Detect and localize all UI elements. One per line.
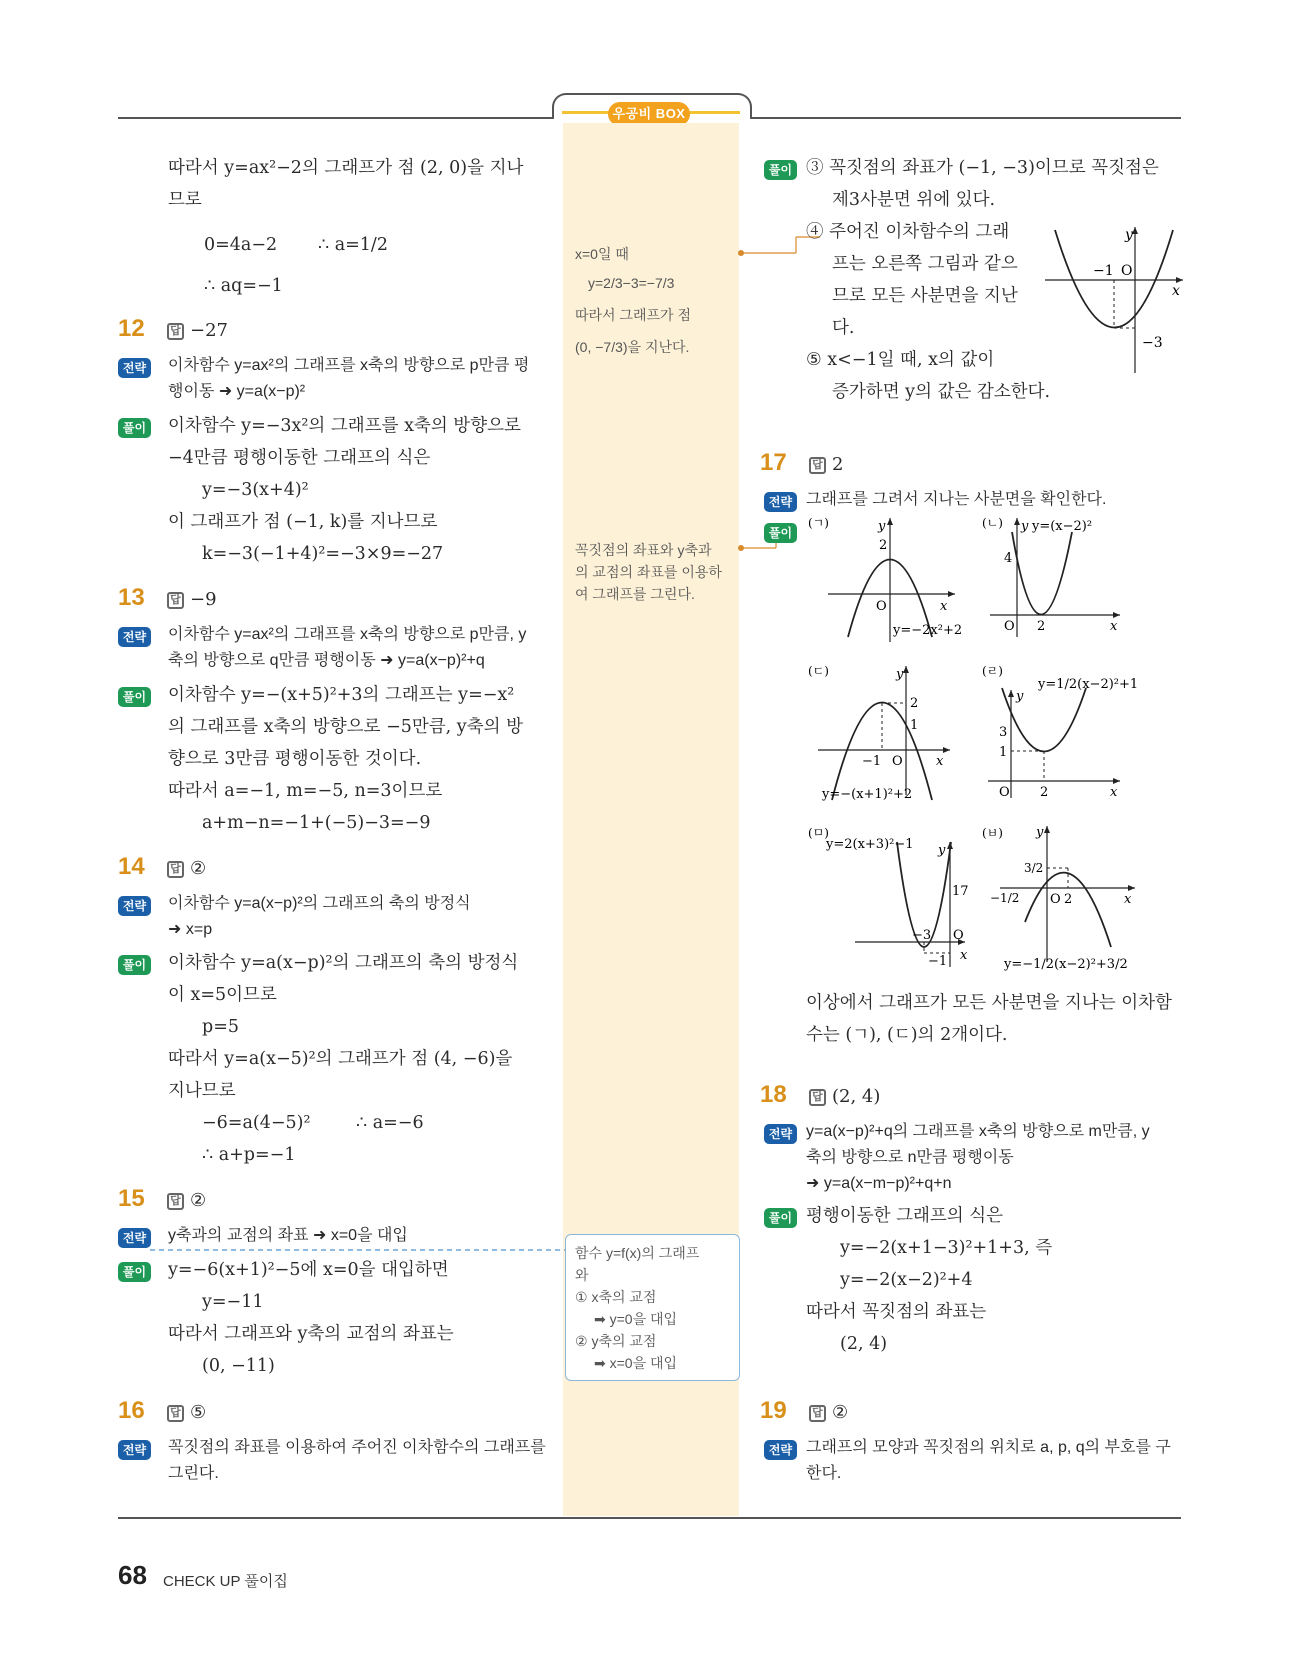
graph-label: O bbox=[999, 785, 1010, 800]
side-note-line: (0, −7/3)을 지난다. bbox=[575, 339, 690, 355]
graph-label: 2 bbox=[910, 696, 919, 711]
graph-label: O bbox=[953, 928, 964, 943]
answer bbox=[167, 856, 206, 882]
solution-line: 향으로 3만큼 평행이동한 것이다. bbox=[168, 749, 422, 769]
solution-line: y=−6(x+1)²−5에 x=0을 대입하면 bbox=[168, 1260, 449, 1280]
dashed-connector bbox=[150, 1248, 566, 1252]
graph-label: 3 bbox=[999, 725, 1008, 740]
graph-label: y bbox=[896, 667, 904, 682]
solution-tag: 풀이 bbox=[118, 955, 151, 975]
solution-line: y=−2(x+1−3)²+1+3, 즉 bbox=[840, 1238, 1053, 1258]
strategy-line: ➜ y=a(x−m−p)²+q+n bbox=[806, 1175, 952, 1192]
answer-value: ⑤ bbox=[190, 1402, 207, 1423]
answer-icon: 답 bbox=[809, 1089, 826, 1106]
graph-tag: (ㅂ) bbox=[982, 826, 1003, 840]
question-number: 12 bbox=[118, 315, 145, 342]
solution-line: 따라서 꼭짓점의 좌표는 bbox=[806, 1302, 987, 1322]
graph-equation: y=1/2(x−2)²+1 bbox=[1038, 677, 1139, 692]
solution-line: ④ 주어진 이차함수의 그래 bbox=[806, 222, 1010, 242]
conclusion-line: 이상에서 그래프가 모든 사분면을 지나는 이차함 bbox=[806, 993, 1172, 1013]
solution-line: 이차함수 y=−(x+5)²+3의 그래프는 y=−x² bbox=[168, 685, 515, 705]
intro-eq2: ∴ aq=−1 bbox=[204, 276, 283, 296]
answer bbox=[167, 1400, 206, 1426]
solution-tag: 풀이 bbox=[764, 523, 797, 543]
graph-tag: (ㄷ) bbox=[808, 664, 829, 678]
solution-line: 지나므로 bbox=[168, 1081, 236, 1101]
answer-value: ② bbox=[190, 1190, 207, 1211]
graph-label: 2 bbox=[879, 538, 888, 553]
solution-line: 따라서 y=a(x−5)²의 그래프가 점 (4, −6)을 bbox=[168, 1049, 513, 1069]
solution-tag: 풀이 bbox=[764, 160, 797, 180]
graph-label: x bbox=[1124, 892, 1132, 907]
graph-label: O bbox=[876, 599, 887, 614]
strategy-tag: 전략 bbox=[118, 627, 151, 647]
graph-label: y bbox=[1036, 825, 1044, 840]
solution-line: 의 그래프를 x축의 방향으로 −5만큼, y축의 방 bbox=[168, 717, 523, 737]
solution-line: (0, −11) bbox=[202, 1356, 275, 1376]
intro-eq1b: ∴ a=1/2 bbox=[318, 235, 388, 255]
solution-line: 따라서 a=−1, m=−5, n=3이므로 bbox=[168, 781, 443, 801]
answer bbox=[809, 452, 843, 478]
strategy-line: 이차함수 y=ax²의 그래프를 x축의 방향으로 p만큼, y bbox=[168, 626, 527, 643]
graph-label: y bbox=[1016, 689, 1024, 704]
answer-value: (2, 4) bbox=[832, 1086, 881, 1107]
answer bbox=[167, 1188, 206, 1214]
tip-line: 와 bbox=[575, 1267, 589, 1283]
graph-label: −1 bbox=[862, 754, 882, 769]
answer-icon: 답 bbox=[167, 1405, 184, 1422]
graph-label: x bbox=[960, 948, 968, 963]
strategy-tag: 전략 bbox=[118, 1228, 151, 1248]
question-number: 18 bbox=[760, 1081, 787, 1108]
graph-label: x bbox=[1110, 619, 1118, 634]
answer-icon: 답 bbox=[167, 323, 184, 340]
graph-equation: y=−(x+1)²+2 bbox=[822, 787, 913, 802]
answer-value: −27 bbox=[190, 320, 228, 341]
solution-line: ∴ a+p=−1 bbox=[202, 1145, 296, 1165]
graph-c bbox=[800, 660, 980, 810]
solution-line: −4만큼 평행이동한 그래프의 식은 bbox=[168, 448, 431, 468]
strategy-line: 축의 방향으로 q만큼 평행이동 ➜ y=a(x−p)²+q bbox=[168, 652, 485, 669]
graph-label: y bbox=[878, 519, 886, 534]
strategy-line: 그린다. bbox=[168, 1465, 219, 1482]
graph-label: −1 bbox=[1093, 263, 1114, 279]
tip-line: ① x축의 교점 bbox=[575, 1289, 657, 1305]
graph-tag: (ㄱ) bbox=[808, 516, 829, 530]
solution-line: 제3사분면 위에 있다. bbox=[832, 190, 996, 210]
graph-f bbox=[980, 822, 1175, 977]
graph-label: 1 bbox=[910, 718, 919, 733]
solution-line: a+m−n=−1+(−5)−3=−9 bbox=[202, 813, 431, 833]
page-number: 68 bbox=[118, 1560, 147, 1590]
intro-line2: 므로 bbox=[168, 190, 202, 210]
answer bbox=[809, 1084, 880, 1110]
graph-a bbox=[800, 512, 980, 647]
strategy-line: 이차함수 y=a(x−p)²의 그래프의 축의 방정식 bbox=[168, 895, 471, 912]
answer bbox=[167, 587, 217, 613]
strategy-tag: 전략 bbox=[764, 1440, 797, 1460]
graph-label: x bbox=[1172, 283, 1180, 299]
strategy-line: ➜ x=p bbox=[168, 921, 213, 938]
side-note-line: 꼭짓점의 좌표와 y축과 bbox=[575, 542, 712, 558]
tip-line: ② y축의 교점 bbox=[575, 1333, 657, 1349]
strategy-line: y=a(x−p)²+q의 그래프를 x축의 방향으로 m만큼, y bbox=[806, 1123, 1150, 1140]
graph-label: 17 bbox=[952, 884, 969, 899]
graph-label: O bbox=[1121, 263, 1133, 279]
tip-line: 함수 y=f(x)의 그래프 bbox=[575, 1245, 700, 1261]
solution-line: p=5 bbox=[202, 1017, 239, 1037]
side-note-line: 여 그래프를 그린다. bbox=[575, 586, 695, 602]
side-note-line: y=2/3−3=−7/3 bbox=[588, 275, 675, 291]
answer-value: −9 bbox=[190, 589, 217, 610]
answer-icon: 답 bbox=[167, 592, 184, 609]
graph-label: x bbox=[940, 599, 948, 614]
graph-label: 2 bbox=[1037, 619, 1046, 634]
strategy-line: 그래프의 모양과 꼭짓점의 위치로 a, p, q의 부호를 구 bbox=[806, 1439, 1171, 1456]
strategy-line: 꼭짓점의 좌표를 이용하여 주어진 이차함수의 그래프를 bbox=[168, 1439, 546, 1456]
bottom-rule bbox=[118, 1517, 1181, 1519]
graph-label: O bbox=[892, 754, 903, 769]
question-number: 19 bbox=[760, 1397, 787, 1424]
answer bbox=[167, 318, 228, 344]
graph-equation: y=(x−2)² bbox=[1032, 519, 1093, 534]
strategy-tag: 전략 bbox=[764, 1124, 797, 1144]
solution-tag: 풀이 bbox=[118, 418, 151, 438]
graph-tag: (ㅁ) bbox=[808, 826, 829, 840]
graph-label: 4 bbox=[1004, 551, 1013, 566]
solution-tag: 풀이 bbox=[118, 687, 151, 707]
solution-line: ⑤ x<−1일 때, x의 값이 bbox=[806, 350, 995, 370]
strategy-tag: 전략 bbox=[764, 492, 797, 512]
graph-label: y bbox=[1021, 519, 1029, 534]
question-number: 17 bbox=[760, 449, 787, 476]
graph-label: −1/2 bbox=[990, 891, 1020, 905]
question-number: 16 bbox=[118, 1397, 145, 1424]
solution-line: 이 x=5이므로 bbox=[168, 985, 277, 1005]
side-note-line: 따라서 그래프가 점 bbox=[575, 307, 691, 323]
footer-title: CHECK UP 풀이집 bbox=[163, 1573, 288, 1590]
solution-line: y=−3(x+4)² bbox=[202, 480, 309, 500]
graph-label: 3/2 bbox=[1024, 861, 1044, 875]
strategy-tag: 전략 bbox=[118, 1440, 151, 1460]
graph-label: y bbox=[1125, 227, 1133, 243]
answer bbox=[809, 1400, 848, 1426]
graph-label: O bbox=[1004, 619, 1015, 634]
question-number: 15 bbox=[118, 1185, 145, 1212]
intro-line1: 따라서 y=ax²−2의 그래프가 점 (2, 0)을 지나 bbox=[168, 158, 524, 178]
solution-line: 따라서 그래프와 y축의 교점의 좌표는 bbox=[168, 1324, 454, 1344]
answer-icon: 답 bbox=[809, 457, 826, 474]
tip-line: ➡ x=0을 대입 bbox=[594, 1355, 678, 1371]
strategy-line: 행이동 ➜ y=a(x−p)² bbox=[168, 383, 306, 400]
solution-line: 므로 모든 사분면을 지난 bbox=[832, 286, 1018, 306]
graph-equation: y=−1/2(x−2)²+3/2 bbox=[1004, 957, 1128, 972]
answer-value: ② bbox=[832, 1402, 849, 1423]
graph-d bbox=[980, 660, 1170, 800]
strategy-line: 이차함수 y=ax²의 그래프를 x축의 방향으로 p만큼 평 bbox=[168, 357, 530, 374]
question-number: 13 bbox=[118, 584, 145, 611]
side-note-line: x=0일 때 bbox=[575, 246, 629, 262]
q16-graph bbox=[1045, 225, 1185, 375]
strategy-line: 한다. bbox=[806, 1465, 842, 1482]
solution-line: (2, 4) bbox=[840, 1334, 888, 1354]
conclusion-line: 수는 (ㄱ), (ㄷ)의 2개이다. bbox=[806, 1025, 1008, 1045]
graph-b bbox=[980, 512, 1170, 647]
answer-value: ② bbox=[190, 858, 207, 879]
solution-line: 이차함수 y=a(x−p)²의 그래프의 축의 방정식 bbox=[168, 953, 519, 973]
graph-label: 2 bbox=[1040, 785, 1049, 800]
answer-value: 2 bbox=[832, 454, 844, 475]
graph-label: −3 bbox=[912, 928, 932, 943]
graph-tag: (ㄹ) bbox=[982, 664, 1003, 678]
solution-line: ∴ a=−6 bbox=[356, 1113, 424, 1133]
side-note-line: 의 교점의 좌표를 이용하 bbox=[575, 564, 722, 580]
graph-e bbox=[800, 822, 980, 972]
graph-equation: y=2(x+3)²−1 bbox=[826, 837, 914, 852]
strategy-line: 그래프를 그려서 지나는 사분면을 확인한다. bbox=[806, 491, 1107, 508]
solution-tag: 풀이 bbox=[764, 1208, 797, 1228]
graph-label: 1 bbox=[999, 745, 1008, 760]
solution-line: ③ 꼭짓점의 좌표가 (−1, −3)이므로 꼭짓점은 bbox=[806, 158, 1159, 178]
answer-icon: 답 bbox=[167, 1193, 184, 1210]
strategy-line: 축의 방향으로 n만큼 평행이동 bbox=[806, 1149, 1014, 1166]
box-badge: 우공비 BOX bbox=[608, 102, 690, 126]
strategy-tag: 전략 bbox=[118, 358, 151, 378]
graph-equation: y=−2x²+2 bbox=[893, 623, 963, 638]
tip-line: ➡ y=0을 대입 bbox=[594, 1311, 678, 1327]
strategy-tag: 전략 bbox=[118, 896, 151, 916]
question-number: 14 bbox=[118, 853, 145, 880]
graph-label: 2 bbox=[1064, 892, 1073, 907]
solution-line: 프는 오른쪽 그림과 같으 bbox=[832, 254, 1018, 274]
solution-line: −6=a(4−5)² bbox=[202, 1113, 311, 1133]
solution-line: 이 그래프가 점 (−1, k)를 지나므로 bbox=[168, 512, 438, 532]
graph-label: x bbox=[1110, 785, 1118, 800]
graph-label: y bbox=[938, 843, 946, 858]
solution-line: 평행이동한 그래프의 식은 bbox=[806, 1206, 1004, 1226]
graph-label: x bbox=[936, 754, 944, 769]
answer-icon: 답 bbox=[167, 861, 184, 878]
solution-tag: 풀이 bbox=[118, 1262, 151, 1282]
strategy-line: y축과의 교점의 좌표 ➜ x=0을 대입 bbox=[168, 1227, 408, 1244]
solution-line: y=−11 bbox=[202, 1292, 264, 1312]
graph-label: −3 bbox=[1142, 335, 1163, 351]
solution-line: 다. bbox=[832, 318, 855, 338]
graph-tag: (ㄴ) bbox=[982, 516, 1003, 530]
intro-eq1: 0=4a−2 bbox=[204, 235, 278, 255]
solution-line: y=−2(x−2)²+4 bbox=[840, 1270, 973, 1290]
answer-icon: 답 bbox=[809, 1405, 826, 1422]
graph-label: O bbox=[1050, 892, 1061, 907]
solution-line: 증가하면 y의 값은 감소한다. bbox=[832, 382, 1051, 402]
graph-label: −1 bbox=[928, 954, 948, 969]
solution-line: k=−3(−1+4)²=−3×9=−27 bbox=[202, 544, 444, 564]
solution-line: 이차함수 y=−3x²의 그래프를 x축의 방향으로 bbox=[168, 416, 521, 436]
